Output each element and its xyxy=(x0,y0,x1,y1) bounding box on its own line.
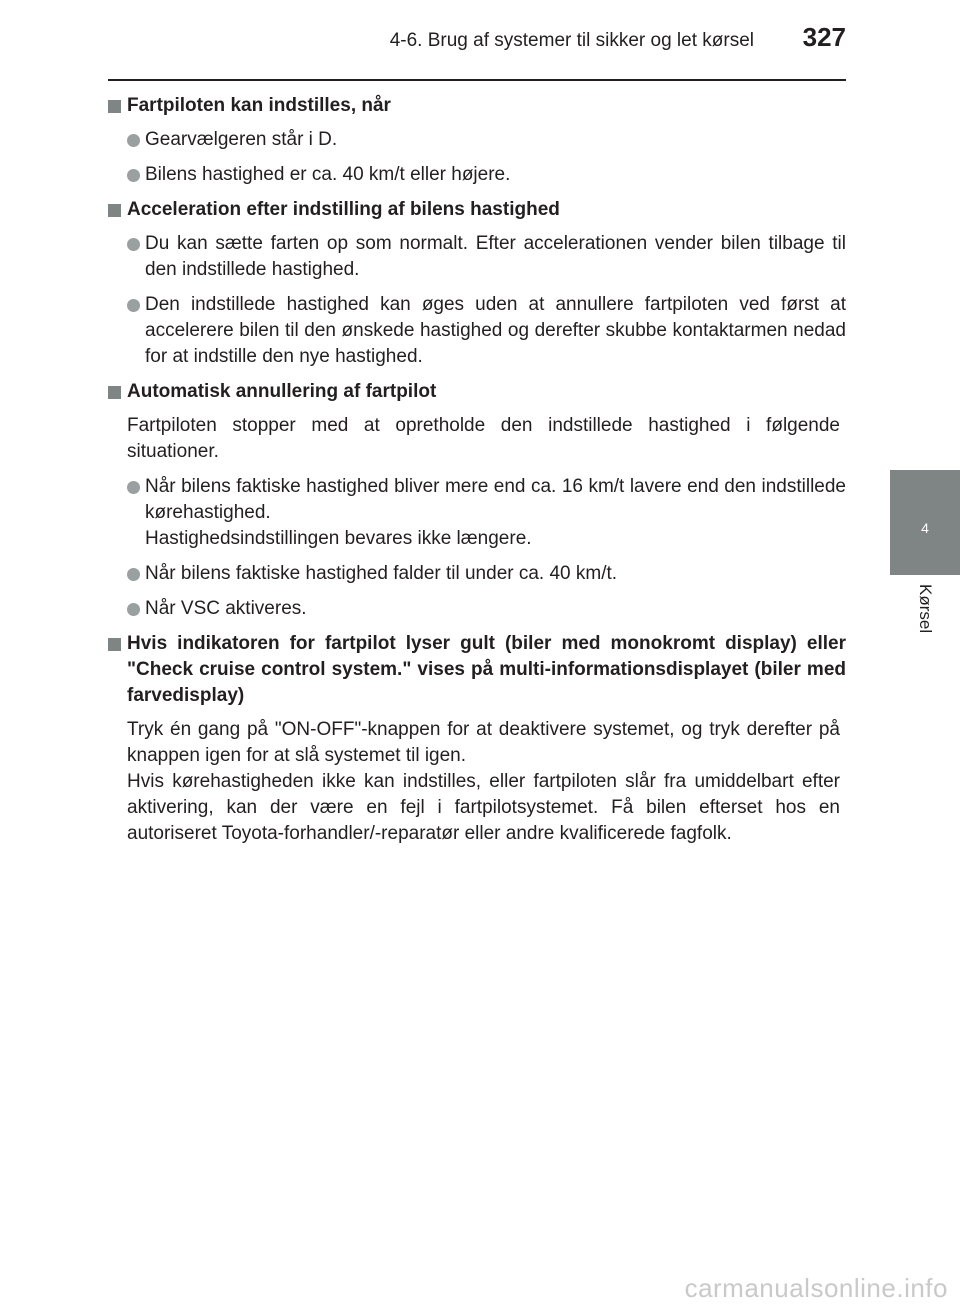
circle-bullet-icon xyxy=(127,134,140,147)
chapter-number: 4 xyxy=(921,520,929,536)
section-heading xyxy=(108,631,846,709)
section-heading xyxy=(108,197,846,223)
list-item-text: Når bilens faktiske hastighed bliver mere end ca. 16 km/t lavere end den indstillede kørehastighed. xyxy=(145,476,846,523)
square-bullet-icon xyxy=(108,386,121,399)
section-heading xyxy=(108,379,846,405)
list-item-text: Den indstillede hastighed kan øges uden at annullere fartpiloten ved først at accelerere bilen til den ønskede hastighed og derefter skubbe kontaktarmen nedad for at indstille den nye hastighed. xyxy=(145,294,846,367)
paragraph-line: Hvis kørehastigheden ikke kan indstilles, eller fartpiloten slår fra umiddelbart efter aktivering, kan der være en fejl i fartpilotsystemet. Få bilen efterset hos en autoriseret Toyota-forhandler/-reparatør eller andre kvalificerede fagfolk. xyxy=(127,771,840,844)
list-item-text: Gearvælgeren står i D. xyxy=(145,129,338,150)
list-item-text: Når VSC aktiveres. xyxy=(145,598,307,619)
section-paragraph xyxy=(108,717,846,847)
paragraph-line: Tryk én gang på "ON-OFF"-knappen for at deaktivere systemet, og tryk derefter på knappen igen for at slå systemet til igen. xyxy=(127,719,840,766)
heading-text: Acceleration efter indstilling af bilens hastighed xyxy=(127,199,560,220)
heading-text: Fartpiloten kan indstilles, når xyxy=(127,95,391,116)
heading-text: Automatisk annullering af fartpilot xyxy=(127,381,437,402)
header-rule xyxy=(108,79,846,81)
list-item xyxy=(108,231,846,283)
list-item-text: Du kan sætte farten op som normalt. Efter accelerationen vender bilen tilbage til den indstillede hastighed. xyxy=(145,233,846,280)
square-bullet-icon xyxy=(108,204,121,217)
watermark: carmanualsonline.info xyxy=(684,1273,948,1303)
circle-bullet-icon xyxy=(127,299,140,312)
list-item xyxy=(108,162,846,188)
page-number: 327 xyxy=(802,22,846,52)
list-item xyxy=(108,292,846,370)
list-item xyxy=(108,474,846,552)
square-bullet-icon xyxy=(108,638,121,651)
page-header xyxy=(108,22,846,58)
chapter-label-box xyxy=(890,578,960,658)
circle-bullet-icon xyxy=(127,238,140,251)
section-title: 4-6. Brug af systemer til sikker og let kørsel xyxy=(389,30,754,51)
section-intro: Fartpiloten stopper med at opretholde den indstillede hastighed i følgende situationer. xyxy=(127,415,840,462)
chapter-label: Kørsel xyxy=(916,584,935,634)
chapter-tab xyxy=(890,470,960,575)
section-heading xyxy=(108,93,846,119)
circle-bullet-icon xyxy=(127,603,140,616)
circle-bullet-icon xyxy=(127,169,140,182)
list-item xyxy=(108,127,846,153)
list-item xyxy=(108,561,846,587)
square-bullet-icon xyxy=(108,100,121,113)
page-content xyxy=(108,93,846,856)
list-item xyxy=(108,596,846,622)
circle-bullet-icon xyxy=(127,568,140,581)
list-item-text: Bilens hastighed er ca. 40 km/t eller højere. xyxy=(145,164,511,185)
list-item-text: Når bilens faktiske hastighed falder til under ca. 40 km/t. xyxy=(145,563,618,584)
heading-text: Hvis indikatoren for fartpilot lyser gult (biler med monokromt display) eller "Check cruise control system." vises på multi-informationsdisplayet (biler med farvedisplay) xyxy=(127,633,846,706)
list-item-note: Hastighedsindstillingen bevares ikke længere. xyxy=(145,528,532,549)
circle-bullet-icon xyxy=(127,481,140,494)
